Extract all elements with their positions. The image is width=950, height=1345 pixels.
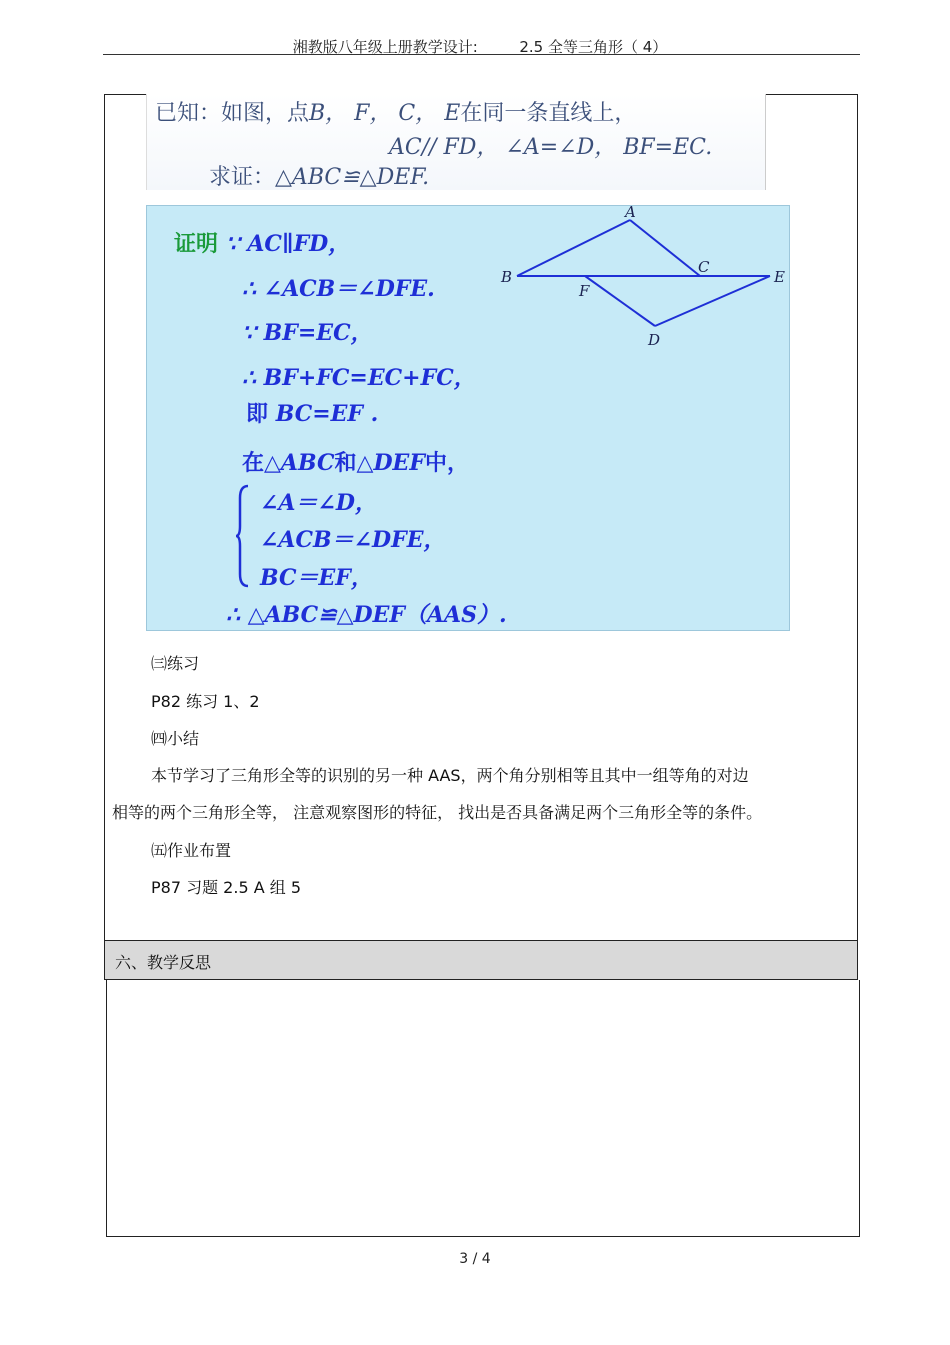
segment-ba — [517, 220, 630, 276]
given-panel — [146, 94, 766, 190]
label-d: D — [648, 331, 661, 349]
section-reflection-header — [104, 940, 858, 980]
header-title: 湘教版八年级上册教学设计: — [292, 38, 478, 56]
label-b: B — [501, 268, 513, 286]
brace-icon — [236, 484, 250, 588]
triangle-diagram — [495, 200, 795, 350]
section-reflection-title: 六、教学反思 — [115, 953, 212, 972]
label-e: E — [774, 268, 785, 286]
section-summary-line-1: 本节学习了三角形全等的识别的另一种 AAS，两个角分别相等且其中一组等角的对边 — [151, 766, 749, 785]
proof-line-5: 即 BC=EF . — [246, 401, 379, 427]
segment-de — [655, 276, 770, 326]
proof-line-6: 在△ABC和△DEF中， — [242, 450, 469, 476]
proof-line-1: 证明 ∵ AC∥FD， — [174, 231, 351, 257]
segment-fd — [585, 276, 655, 326]
proof-conclusion: ∴ △ABC≌△DEF（AAS）. — [226, 602, 507, 628]
section-practice-heading: ㈢练习 — [151, 654, 200, 673]
header-rule — [103, 54, 860, 55]
proof-line-3: ∵ BF=EC， — [242, 320, 373, 346]
page-number: 3 / 4 — [459, 1251, 491, 1267]
segment-ac — [630, 220, 700, 276]
proof-line-2: ∴ ∠ACB＝∠DFE. — [242, 276, 435, 302]
proof-condition-1: ∠A＝∠D， — [260, 490, 378, 516]
header-lesson: 2.5 全等三角形（ 4） — [519, 38, 668, 56]
given-line-1: 已知：如图，点B， F， C， E在同一条直线上， — [155, 101, 637, 126]
proof-condition-3: BC＝EF， — [260, 565, 373, 591]
label-c: C — [698, 258, 710, 276]
given-line-2: AC// FD， ∠A=∠D， BF=EC. — [389, 135, 713, 160]
reflection-box — [106, 980, 860, 1237]
label-f: F — [579, 282, 590, 300]
proof-condition-2: ∠ACB＝∠DFE， — [260, 527, 446, 553]
section-summary-heading: ㈣小结 — [151, 729, 200, 748]
section-homework-heading: ㈤作业布置 — [151, 841, 232, 860]
proof-line-4: ∴ BF+FC=EC+FC， — [242, 365, 476, 391]
section-summary-line-2: 相等的两个三角形全等， 注意观察图形的特征， 找出是否具备满足两个三角形全等的条件。 — [112, 803, 763, 822]
section-practice-text: P82 练习 1、2 — [151, 692, 260, 711]
given-line-3: 求证：△ABC≌△DEF. — [209, 165, 430, 190]
label-a: A — [625, 203, 636, 221]
section-homework-text: P87 习题 2.5 A 组 5 — [151, 878, 302, 897]
